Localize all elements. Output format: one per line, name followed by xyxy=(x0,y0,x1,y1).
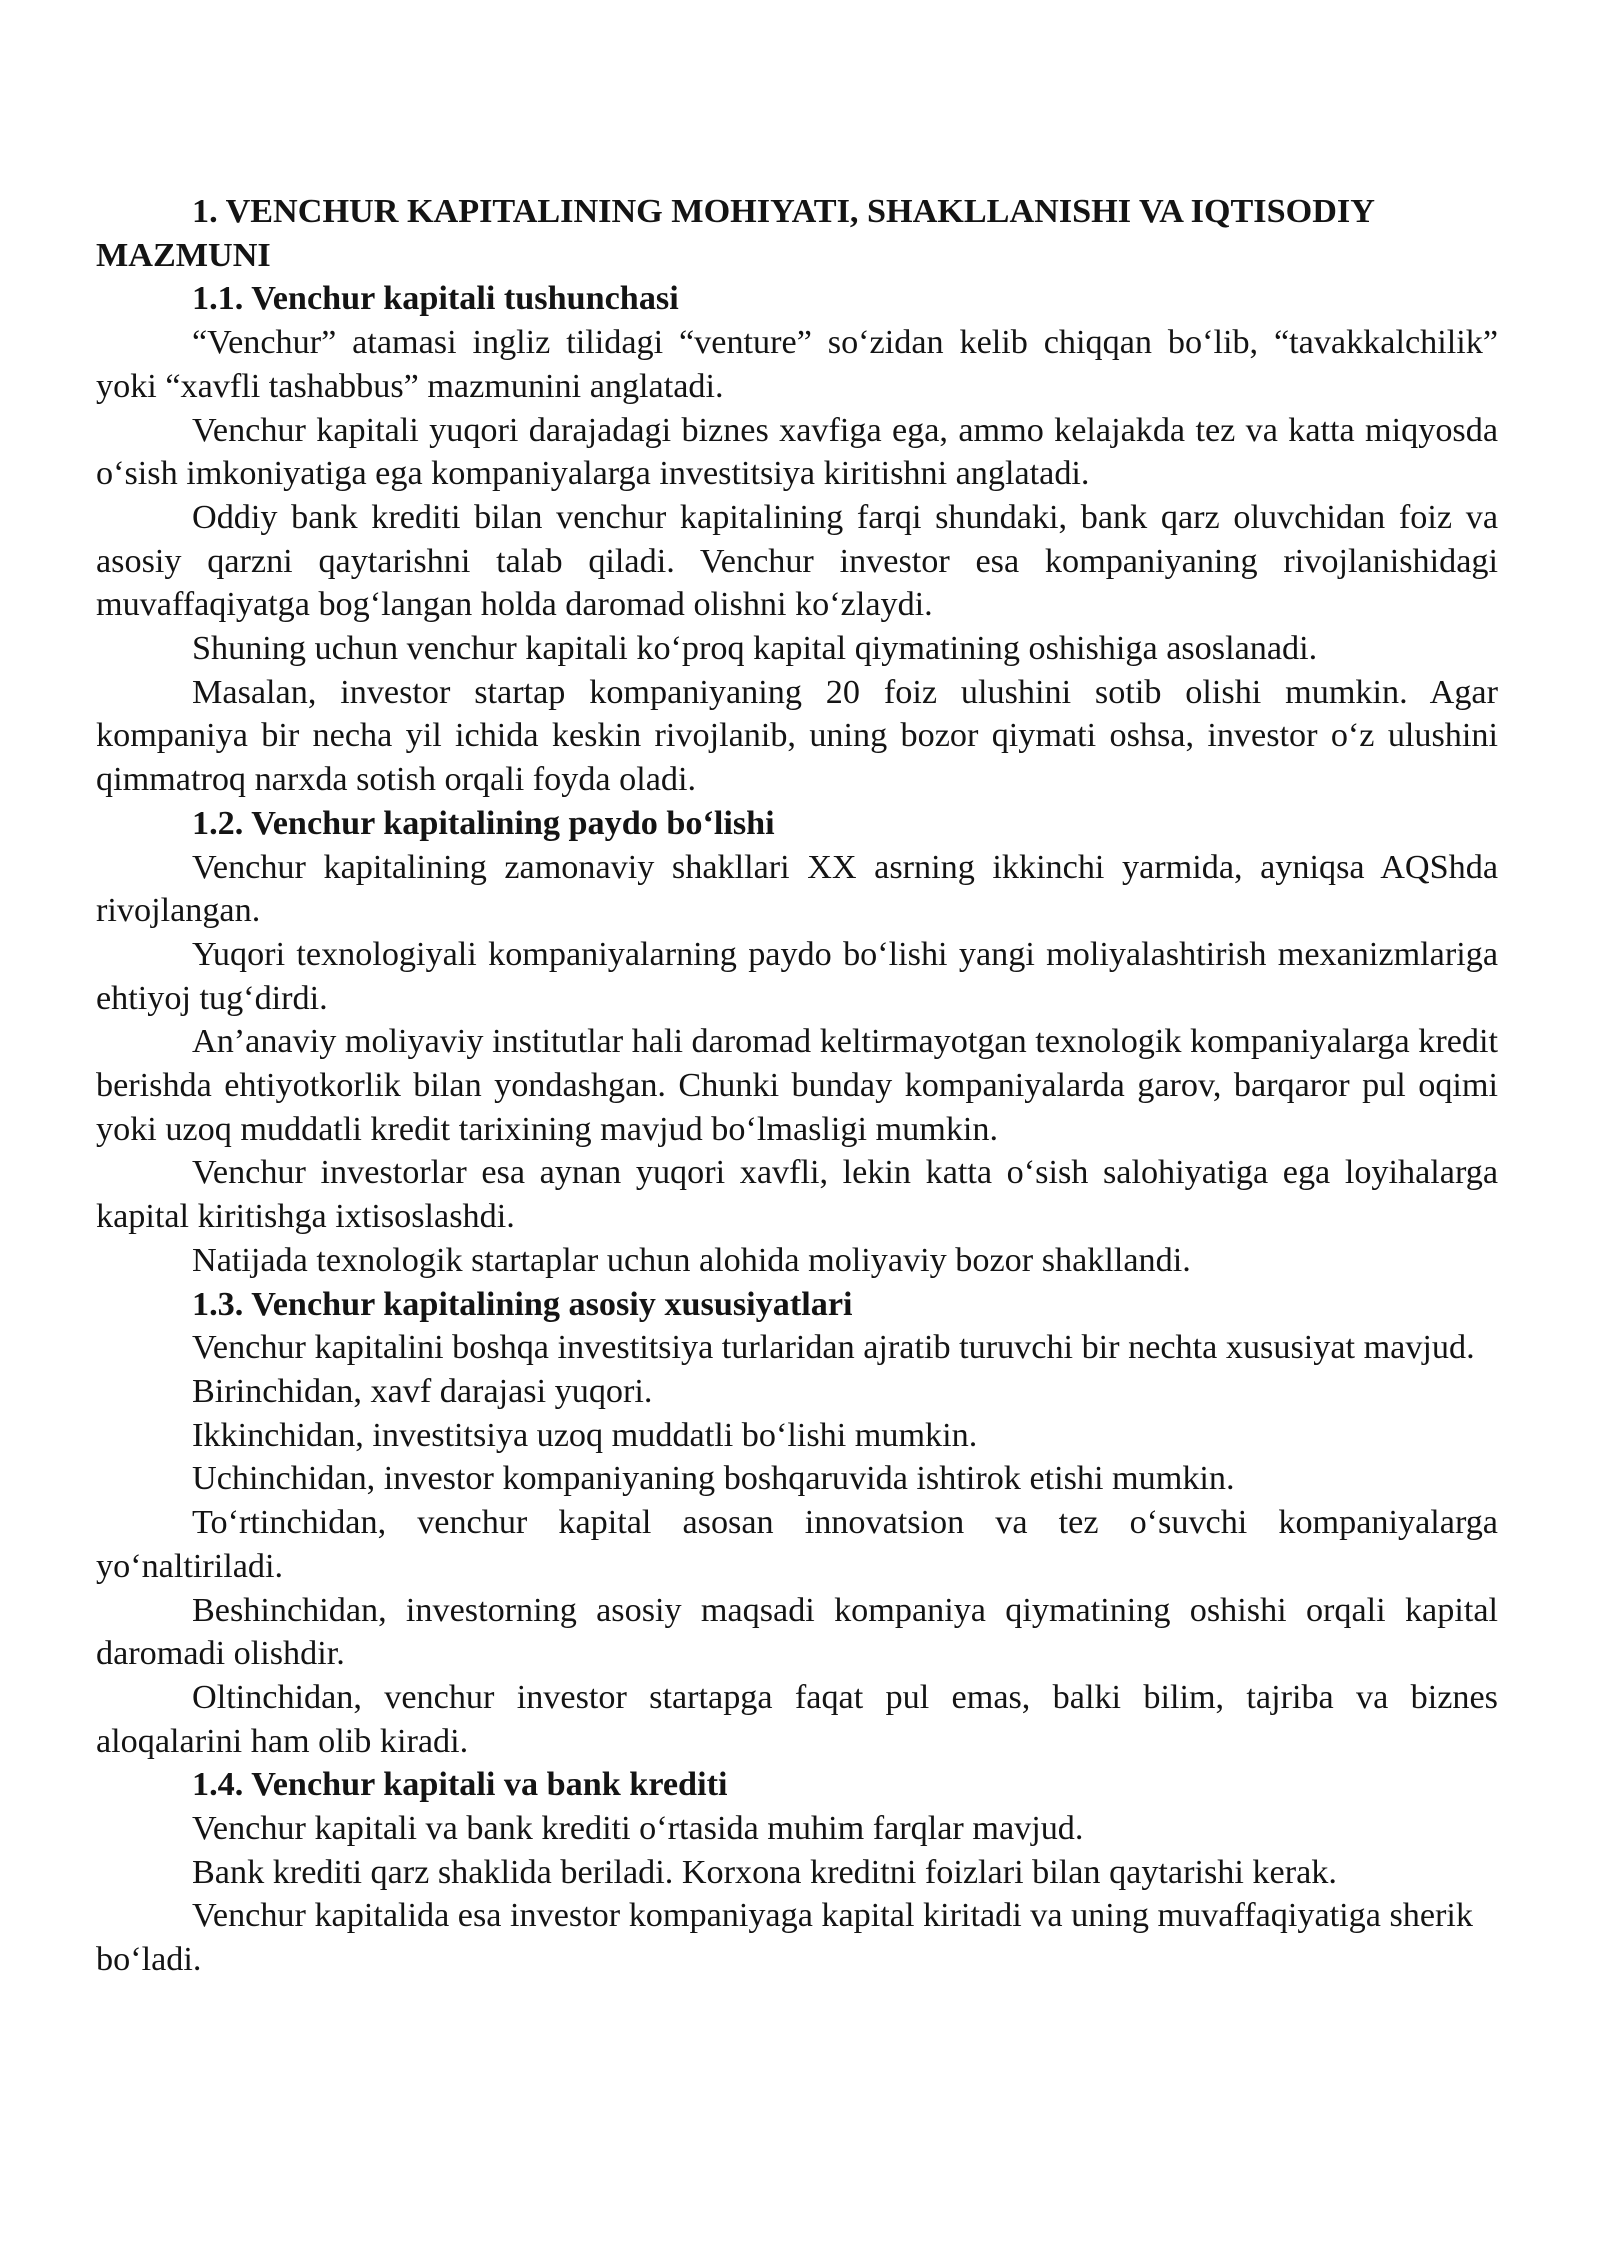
paragraph: An’anaviy moliyaviy institutlar hali daromad keltirmayotgan texnologik kompaniyalarga kredit berishda ehtiyotkorlik bilan yondashgan. Chunki bunday kompaniyalarda garov, barqaror pul oqimi yoki uzoq muddatli kredit tarixining mavjud bo‘lmasligi mumkin. xyxy=(96,1023,1498,1148)
document-page xyxy=(96,190,1498,1982)
paragraph: Uchinchidan, investor kompaniyaning boshqaruvida ishtirok etishi mumkin. xyxy=(192,1460,1235,1498)
paragraph: Venchur kapitalini boshqa investitsiya turlaridan ajratib turuvchi bir nechta xususiyat mavjud. xyxy=(192,1329,1475,1367)
paragraph: “Venchur” atamasi ingliz tilidagi “venture” so‘zidan kelib chiqqan bo‘lib, “tavakkalchilik” yoki “xavfli tashabbus” mazmunini anglatadi. xyxy=(96,324,1498,405)
document-title: 1. VENCHUR KAPITALINING MOHIYATI, SHAKLLANISHI VA IQTISODIY MAZMUNI xyxy=(96,193,1374,274)
paragraph: Yuqori texnologiyali kompaniyalarning paydo bo‘lishi yangi moliyalashtirish mexanizmlariga ehtiyoj tug‘dirdi. xyxy=(96,935,1498,1017)
section-heading: 1.2. Venchur kapitalining paydo bo‘lishi xyxy=(192,804,775,842)
paragraph: Venchur kapitalining zamonaviy shakllari XX asrning ikkinchi yarmida, ayniqsa AQShda rivojlangan. xyxy=(96,848,1498,930)
section-heading: 1.4. Venchur kapitali va bank krediti xyxy=(192,1766,728,1804)
paragraph: Bank krediti qarz shaklida beriladi. Korxona kreditni foizlari bilan qaytarishi kerak. xyxy=(192,1853,1337,1891)
paragraph: Venchur kapitali yuqori darajadagi biznes xavfiga ega, ammo kelajakda tez va katta miqyosda o‘sish imkoniyatiga ega kompaniyalarga investitsiya kiritishni anglatadi. xyxy=(96,411,1498,493)
paragraph: Venchur investorlar esa aynan yuqori xavfli, lekin katta o‘sish salohiyatiga ega loyihalarga kapital kiritishga ixtisoslashdi. xyxy=(96,1154,1498,1236)
paragraph: Natijada texnologik startaplar uchun alohida moliyaviy bozor shakllandi. xyxy=(192,1241,1191,1279)
paragraph: Beshinchidan, investorning asosiy maqsadi kompaniya qiymatining oshishi orqali kapital daromadi olishdir. xyxy=(96,1591,1498,1673)
section-heading: 1.1. Venchur kapitali tushunchasi xyxy=(192,280,679,318)
paragraph: To‘rtinchidan, venchur kapital asosan innovatsion va tez o‘suvchi kompaniyalarga yo‘naltiriladi. xyxy=(96,1504,1498,1585)
paragraph: Oltinchidan, venchur investor startapga faqat pul emas, balki bilim, tajriba va biznes aloqalarini ham olib kiradi. xyxy=(96,1678,1498,1760)
paragraph: Venchur kapitalida esa investor kompaniyaga kapital kiritadi va uning muvaffaqiyatiga sherik bo‘ladi. xyxy=(96,1897,1474,1979)
section-heading: 1.3. Venchur kapitalining asosiy xususiyatlari xyxy=(192,1285,853,1323)
paragraph: Masalan, investor startap kompaniyaning 20 foiz ulushini sotib olishi mumkin. Agar kompaniya bir necha yil ichida keskin rivojlanib, uning bozor qiymati oshsa, investor o‘z ulushini qimmatroq narxda sotish orqali foyda oladi. xyxy=(96,673,1498,799)
paragraph: Venchur kapitali va bank krediti o‘rtasida muhim farqlar mavjud. xyxy=(192,1810,1084,1848)
paragraph: Birinchidan, xavf darajasi yuqori. xyxy=(192,1372,653,1410)
paragraph: Oddiy bank krediti bilan venchur kapitalining farqi shundaki, bank qarz oluvchidan foiz va asosiy qarzni qaytarishni talab qiladi. Venchur investor esa kompaniyaning rivojlanishidagi muvaffaqiyatga bog‘langan holda daromad olishni ko‘zlaydi. xyxy=(96,498,1498,624)
paragraph: Shuning uchun venchur kapitali ko‘proq kapital qiymatining oshishiga asoslanadi. xyxy=(192,630,1318,668)
paragraph: Ikkinchidan, investitsiya uzoq muddatli bo‘lishi mumkin. xyxy=(192,1416,978,1454)
